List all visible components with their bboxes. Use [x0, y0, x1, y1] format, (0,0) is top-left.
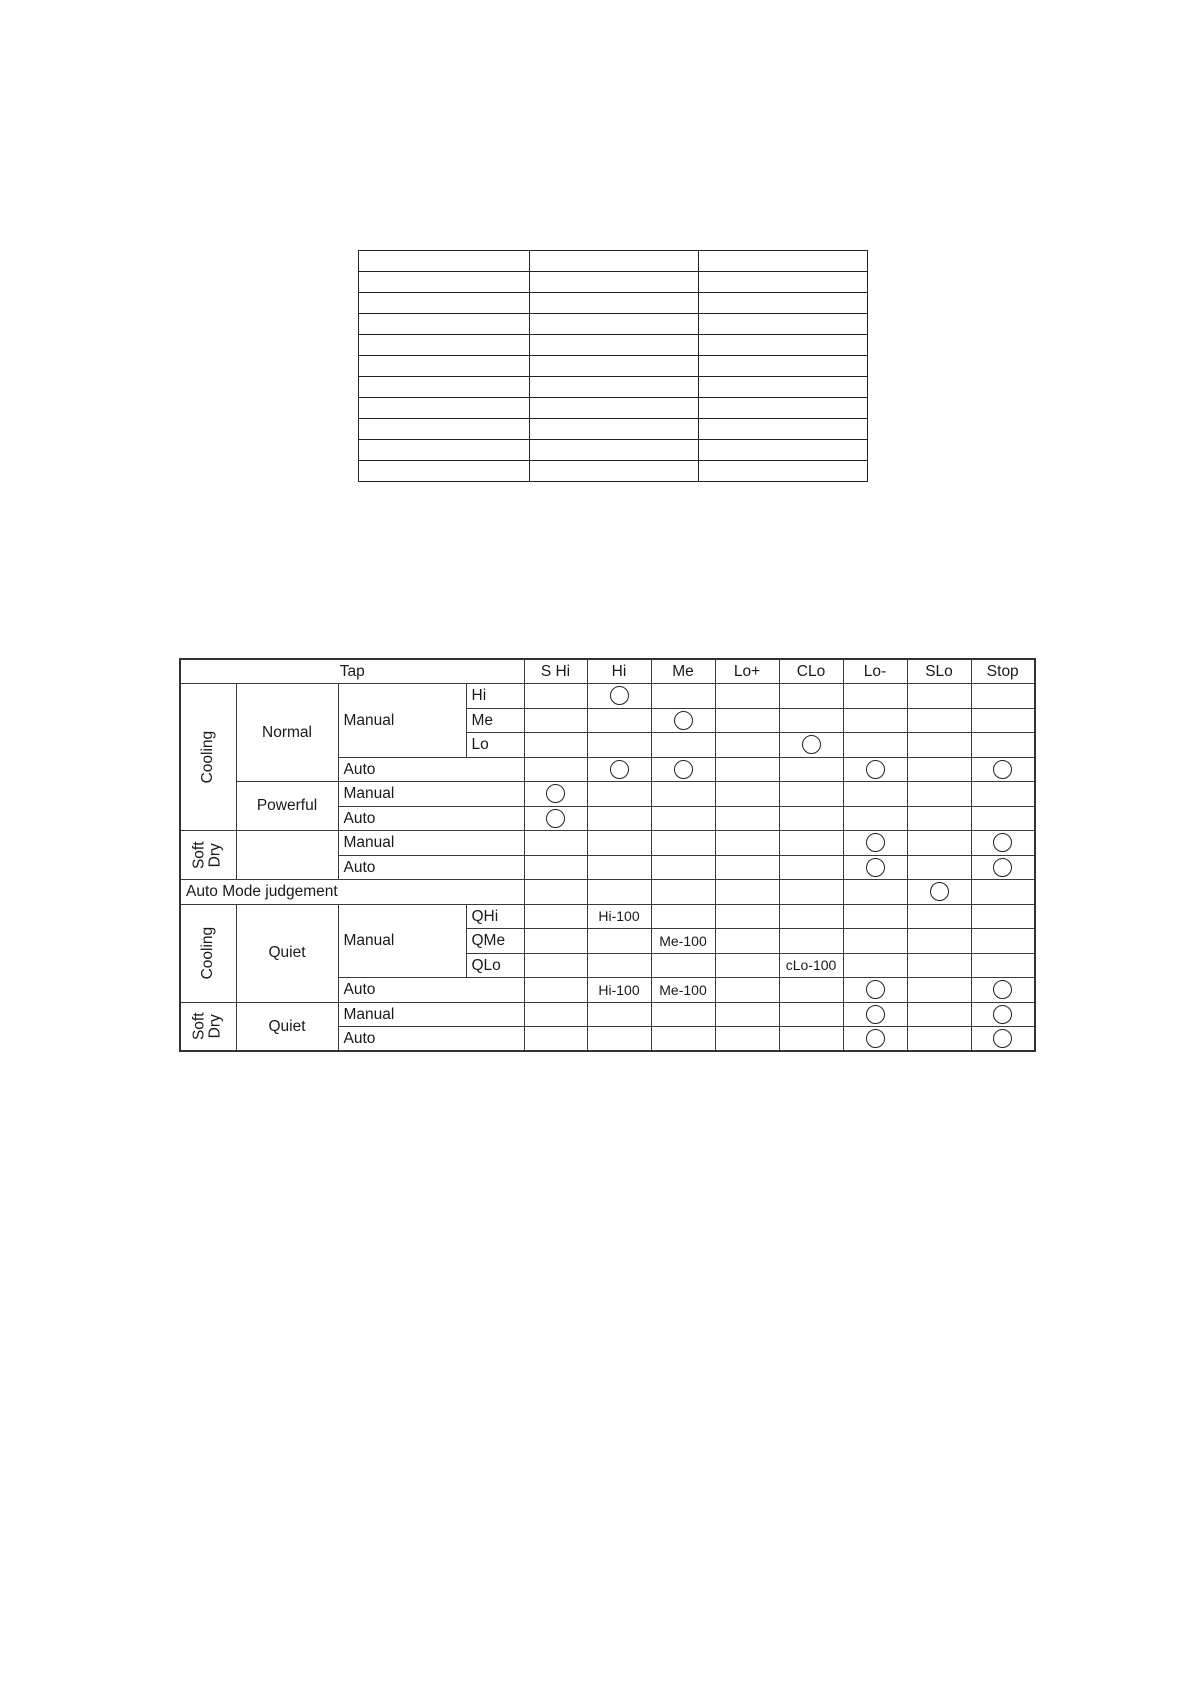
speed-cell-lo-plus — [715, 831, 779, 856]
blank-row — [359, 314, 868, 335]
speed-cell-lo-plus — [715, 1027, 779, 1052]
speed-cell-lo-plus — [715, 708, 779, 733]
speed-cell-stop — [971, 684, 1035, 709]
speed-cell-lo-plus — [715, 904, 779, 929]
speed-cell-hi — [587, 757, 651, 782]
auto-label: Auto — [338, 855, 524, 880]
circle-mark-icon — [610, 686, 629, 705]
speed-cell-me — [651, 953, 715, 978]
speed-cell-slo — [907, 953, 971, 978]
table-row — [180, 904, 1035, 929]
blank-cell — [698, 419, 867, 440]
speed-value: Hi-100 — [587, 904, 651, 929]
speed-cell-hi — [587, 953, 651, 978]
speed-cell-me — [651, 831, 715, 856]
tap-lo: Lo — [466, 733, 524, 758]
speed-cell-s-hi — [524, 953, 587, 978]
speed-cell-lo-minus — [843, 1027, 907, 1052]
speed-header-lo-plus: Lo+ — [715, 659, 779, 684]
speed-cell-stop — [971, 978, 1035, 1003]
header-row — [180, 659, 1035, 684]
speed-cell-slo — [907, 855, 971, 880]
speed-header-clo: CLo — [779, 659, 843, 684]
speed-cell-lo-plus — [715, 929, 779, 954]
blank-table — [358, 250, 868, 482]
speed-cell-s-hi — [524, 904, 587, 929]
speed-cell-hi — [587, 782, 651, 807]
circle-mark-icon — [866, 858, 885, 877]
blank-cell — [529, 461, 698, 482]
speed-value: Hi-100 — [587, 978, 651, 1003]
speed-cell-s-hi — [524, 1002, 587, 1027]
mode-soft-label: Soft — [190, 841, 208, 869]
speed-cell-slo — [907, 904, 971, 929]
circle-mark-icon — [993, 1029, 1012, 1048]
speed-cell-me — [651, 708, 715, 733]
speed-cell-clo — [779, 733, 843, 758]
speed-cell-stop — [971, 806, 1035, 831]
blank-cell — [359, 461, 530, 482]
speed-cell-lo-minus — [843, 978, 907, 1003]
manual-label: Manual — [338, 684, 466, 758]
speed-cell-stop — [971, 855, 1035, 880]
blank-cell — [698, 461, 867, 482]
speed-cell-hi — [587, 929, 651, 954]
speed-cell-hi — [587, 806, 651, 831]
speed-cell-slo — [907, 733, 971, 758]
table-row — [180, 880, 1035, 905]
circle-mark-icon — [610, 760, 629, 779]
tap-qlo: QLo — [466, 953, 524, 978]
speed-cell-me — [651, 757, 715, 782]
speed-cell-clo — [779, 806, 843, 831]
speed-header-lo-minus: Lo- — [843, 659, 907, 684]
blank-cell — [698, 293, 867, 314]
blank-row — [359, 251, 868, 272]
speed-cell-lo-minus — [843, 904, 907, 929]
speed-cell-lo-plus — [715, 880, 779, 905]
speed-cell-s-hi — [524, 880, 587, 905]
auto-mode-judgement-label: Auto Mode judgement — [180, 880, 524, 905]
speed-cell-slo — [907, 831, 971, 856]
speed-cell-slo — [907, 806, 971, 831]
blank-cell — [698, 272, 867, 293]
speed-cell-slo — [907, 929, 971, 954]
speed-cell-s-hi — [524, 855, 587, 880]
circle-mark-icon — [546, 784, 565, 803]
blank-cell — [698, 314, 867, 335]
speed-cell-s-hi — [524, 708, 587, 733]
speed-cell-me — [651, 880, 715, 905]
mode-cooling — [180, 684, 236, 831]
speed-cell-s-hi — [524, 782, 587, 807]
manual-label: Manual — [338, 1002, 524, 1027]
blank-cell — [698, 398, 867, 419]
mode-cooling — [180, 904, 236, 1002]
speed-cell-s-hi — [524, 684, 587, 709]
blank-cell — [359, 251, 530, 272]
table-row — [180, 831, 1035, 856]
speed-cell-slo — [907, 782, 971, 807]
blank-cell — [359, 419, 530, 440]
auto-label: Auto — [338, 1027, 524, 1052]
blank-cell — [359, 398, 530, 419]
table-row — [180, 684, 1035, 709]
speed-cell-slo — [907, 880, 971, 905]
operation-powerful: Powerful — [236, 782, 338, 831]
speed-cell-hi — [587, 831, 651, 856]
speed-cell-stop — [971, 1027, 1035, 1052]
mode-soft-dry — [180, 831, 236, 880]
blank-cell — [359, 356, 530, 377]
blank-cell — [698, 335, 867, 356]
speed-cell-lo-plus — [715, 978, 779, 1003]
table-row — [180, 782, 1035, 807]
speed-cell-slo — [907, 684, 971, 709]
speed-cell-hi — [587, 1002, 651, 1027]
circle-mark-icon — [866, 1005, 885, 1024]
speed-cell-s-hi — [524, 1027, 587, 1052]
manual-label: Manual — [338, 831, 524, 856]
speed-cell-lo-plus — [715, 684, 779, 709]
speed-cell-hi — [587, 684, 651, 709]
blank-row — [359, 356, 868, 377]
speed-cell-hi — [587, 708, 651, 733]
speed-cell-stop — [971, 953, 1035, 978]
speed-cell-stop — [971, 929, 1035, 954]
circle-mark-icon — [993, 1005, 1012, 1024]
tap-qhi: QHi — [466, 904, 524, 929]
speed-cell-clo — [779, 855, 843, 880]
tap-me: Me — [466, 708, 524, 733]
speed-cell-me — [651, 1002, 715, 1027]
speed-cell-lo-plus — [715, 953, 779, 978]
tap-header: Tap — [180, 659, 524, 684]
blank-cell — [529, 398, 698, 419]
blank-cell — [359, 335, 530, 356]
speed-cell-lo-plus — [715, 782, 779, 807]
mode-soft-label: Soft — [190, 1012, 208, 1041]
speed-header-s-hi: S Hi — [524, 659, 587, 684]
speed-header-stop: Stop — [971, 659, 1035, 684]
blank-cell — [359, 293, 530, 314]
circle-mark-icon — [674, 711, 693, 730]
circle-mark-icon — [993, 980, 1012, 999]
speed-cell-hi — [587, 855, 651, 880]
mode-cooling-label: Cooling — [199, 926, 217, 980]
blank-row — [359, 398, 868, 419]
speed-cell-lo-minus — [843, 684, 907, 709]
mode-dry-label: Dry — [207, 1014, 225, 1039]
speed-cell-hi — [587, 1027, 651, 1052]
speed-cell-lo-minus — [843, 806, 907, 831]
blank-row — [359, 335, 868, 356]
blank-cell — [529, 314, 698, 335]
speed-cell-s-hi — [524, 757, 587, 782]
mode-soft-dry — [180, 1002, 236, 1051]
speed-cell-me — [651, 904, 715, 929]
blank-row — [359, 293, 868, 314]
speed-cell-me — [651, 806, 715, 831]
auto-label: Auto — [338, 978, 524, 1003]
fan-speed-table — [179, 658, 1036, 1052]
mode-cooling-label: Cooling — [199, 730, 217, 784]
blank-cell — [529, 272, 698, 293]
blank-cell — [698, 251, 867, 272]
speed-cell-lo-minus — [843, 708, 907, 733]
table-row — [180, 1002, 1035, 1027]
speed-cell-clo — [779, 1027, 843, 1052]
blank-cell — [698, 377, 867, 398]
blank-cell — [359, 314, 530, 335]
circle-mark-icon — [866, 760, 885, 779]
speed-cell-lo-plus — [715, 757, 779, 782]
mode-dry-label: Dry — [207, 842, 225, 868]
circle-mark-icon — [993, 858, 1012, 877]
speed-cell-clo — [779, 880, 843, 905]
speed-cell-slo — [907, 757, 971, 782]
speed-cell-s-hi — [524, 978, 587, 1003]
speed-value: cLo-100 — [779, 953, 843, 978]
speed-cell-lo-plus — [715, 733, 779, 758]
blank-row — [359, 461, 868, 482]
speed-cell-me — [651, 855, 715, 880]
speed-cell-lo-minus — [843, 1002, 907, 1027]
speed-cell-lo-minus — [843, 929, 907, 954]
speed-cell-stop — [971, 880, 1035, 905]
speed-cell-s-hi — [524, 831, 587, 856]
speed-cell-clo — [779, 1002, 843, 1027]
speed-cell-clo — [779, 929, 843, 954]
circle-mark-icon — [802, 735, 821, 754]
circle-mark-icon — [674, 760, 693, 779]
speed-cell-slo — [907, 1002, 971, 1027]
circle-mark-icon — [993, 833, 1012, 852]
speed-cell-s-hi — [524, 806, 587, 831]
operation-normal: Normal — [236, 684, 338, 782]
speed-cell-lo-plus — [715, 806, 779, 831]
blank-cell — [698, 356, 867, 377]
speed-cell-lo-plus — [715, 1002, 779, 1027]
blank-cell — [529, 440, 698, 461]
blank-cell — [698, 440, 867, 461]
circle-mark-icon — [866, 833, 885, 852]
speed-cell-clo — [779, 782, 843, 807]
speed-cell-hi — [587, 733, 651, 758]
blank-cell — [529, 377, 698, 398]
speed-header-hi: Hi — [587, 659, 651, 684]
speed-cell-clo — [779, 684, 843, 709]
speed-cell-s-hi — [524, 733, 587, 758]
circle-mark-icon — [993, 760, 1012, 779]
speed-cell-s-hi — [524, 929, 587, 954]
speed-cell-stop — [971, 757, 1035, 782]
speed-cell-clo — [779, 831, 843, 856]
blank-cell — [359, 272, 530, 293]
speed-cell-lo-minus — [843, 757, 907, 782]
speed-cell-lo-minus — [843, 880, 907, 905]
operation-quiet: Quiet — [236, 904, 338, 1002]
blank-cell — [359, 440, 530, 461]
blank-table-body — [359, 251, 868, 482]
blank-cell — [529, 293, 698, 314]
speed-cell-stop — [971, 904, 1035, 929]
blank-cell — [529, 419, 698, 440]
blank-row — [359, 440, 868, 461]
speed-header-slo: SLo — [907, 659, 971, 684]
auto-label: Auto — [338, 757, 524, 782]
tap-hi: Hi — [466, 684, 524, 709]
speed-cell-clo — [779, 978, 843, 1003]
speed-cell-lo-minus — [843, 855, 907, 880]
blank-cell — [529, 335, 698, 356]
speed-cell-stop — [971, 1002, 1035, 1027]
speed-cell-hi — [587, 880, 651, 905]
manual-label: Manual — [338, 904, 466, 978]
circle-mark-icon — [930, 882, 949, 901]
speed-cell-stop — [971, 831, 1035, 856]
blank-row — [359, 419, 868, 440]
speed-cell-stop — [971, 708, 1035, 733]
speed-value: Me-100 — [651, 978, 715, 1003]
speed-header-me: Me — [651, 659, 715, 684]
blank-row — [359, 272, 868, 293]
circle-mark-icon — [866, 1029, 885, 1048]
speed-cell-stop — [971, 733, 1035, 758]
circle-mark-icon — [866, 980, 885, 999]
speed-cell-lo-minus — [843, 733, 907, 758]
blank-cell — [529, 356, 698, 377]
blank-cell — [529, 251, 698, 272]
speed-cell-clo — [779, 708, 843, 733]
speed-cell-slo — [907, 978, 971, 1003]
operation-quiet: Quiet — [236, 1002, 338, 1051]
speed-cell-slo — [907, 1027, 971, 1052]
speed-cell-clo — [779, 757, 843, 782]
speed-cell-stop — [971, 782, 1035, 807]
circle-mark-icon — [546, 809, 565, 828]
tap-qme: QMe — [466, 929, 524, 954]
speed-cell-clo — [779, 904, 843, 929]
auto-label: Auto — [338, 806, 524, 831]
blank-cell — [359, 377, 530, 398]
speed-cell-lo-minus — [843, 782, 907, 807]
speed-cell-lo-plus — [715, 855, 779, 880]
operation-blank — [236, 831, 338, 880]
speed-cell-me — [651, 782, 715, 807]
speed-value: Me-100 — [651, 929, 715, 954]
speed-cell-lo-minus — [843, 953, 907, 978]
speed-cell-slo — [907, 708, 971, 733]
speed-cell-me — [651, 733, 715, 758]
speed-cell-me — [651, 684, 715, 709]
speed-cell-lo-minus — [843, 831, 907, 856]
blank-row — [359, 377, 868, 398]
manual-label: Manual — [338, 782, 524, 807]
speed-cell-me — [651, 1027, 715, 1052]
